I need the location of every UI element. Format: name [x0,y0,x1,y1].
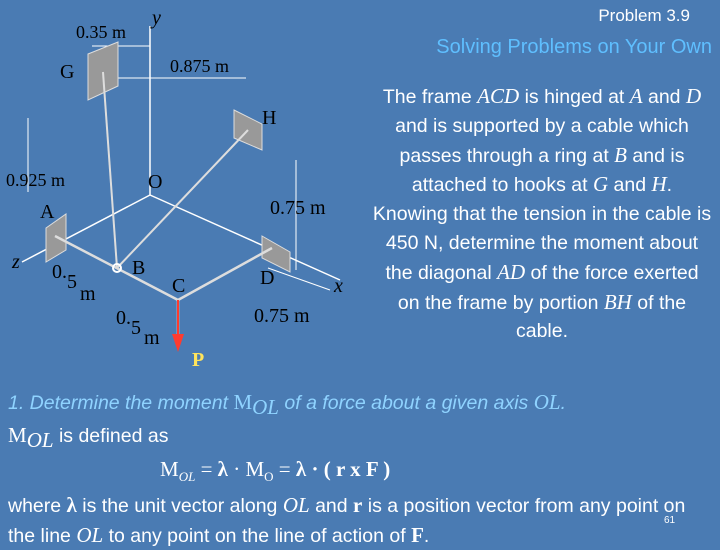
dim-05-left-a: 0. [52,261,67,283]
dim-05-mid-a: 0. [116,307,131,329]
dim-0925: 0.925 m [6,170,66,190]
problem-statement: The frame ACD is hinged at A and D and is supported by a cable which passes through a ring at B and is attached to hooks at G and H. Knowing that the tension in the cable is 450 N, determine the moment about the diagonal AD of the force exerted on the frame by portion BH of the cable. [372,84,712,343]
dim-075-bottom: 0.75 m [254,305,310,327]
explanation-line: where λ is the unit vector along OL and r is a position vector from any point on the line OL to any point on the line of action of F. [8,493,686,547]
label-d: D [260,267,275,289]
label-y: y [152,7,161,29]
slide-subtitle: Solving Problems on Your Own [436,36,712,58]
definition-line: $M_{OL}$ is defined as [8,423,169,453]
problem-number: Problem 3.9 [598,6,690,25]
frame-diagram [0,0,370,385]
page-number: 61 [664,515,676,526]
frame-member-cd [178,248,275,300]
step-heading: 1. Determine the moment $M_{OL}$ of a force about a given axis OL. [8,390,567,419]
label-x: x [334,275,343,297]
label-h: H [262,107,277,129]
label-g: G [60,61,75,83]
label-p: P [192,349,205,371]
label-z: z [12,251,20,273]
dim-05-mid-b: 5 [131,317,141,339]
dim-05-mid-c: m [144,327,160,349]
cable-bh [117,130,248,268]
hook-bracket-g [88,42,118,100]
label-b: B [132,257,146,279]
dim-0875: 0.875 m [170,56,230,76]
label-a: A [40,201,55,223]
dim-05-left-c: m [80,283,96,305]
cable-gb [103,72,117,268]
dim-035: 0.35 m [76,22,127,42]
label-c: C [172,275,186,297]
dim-075-top: 0.75 m [270,197,326,219]
equation-line: $M_{OL} = \lambda \cdot M_O = \lambda$ · ( r x F ) [160,456,391,484]
solution-step [8,388,716,550]
label-o: O [148,171,163,193]
dim-05-left-b: 5 [67,271,77,293]
